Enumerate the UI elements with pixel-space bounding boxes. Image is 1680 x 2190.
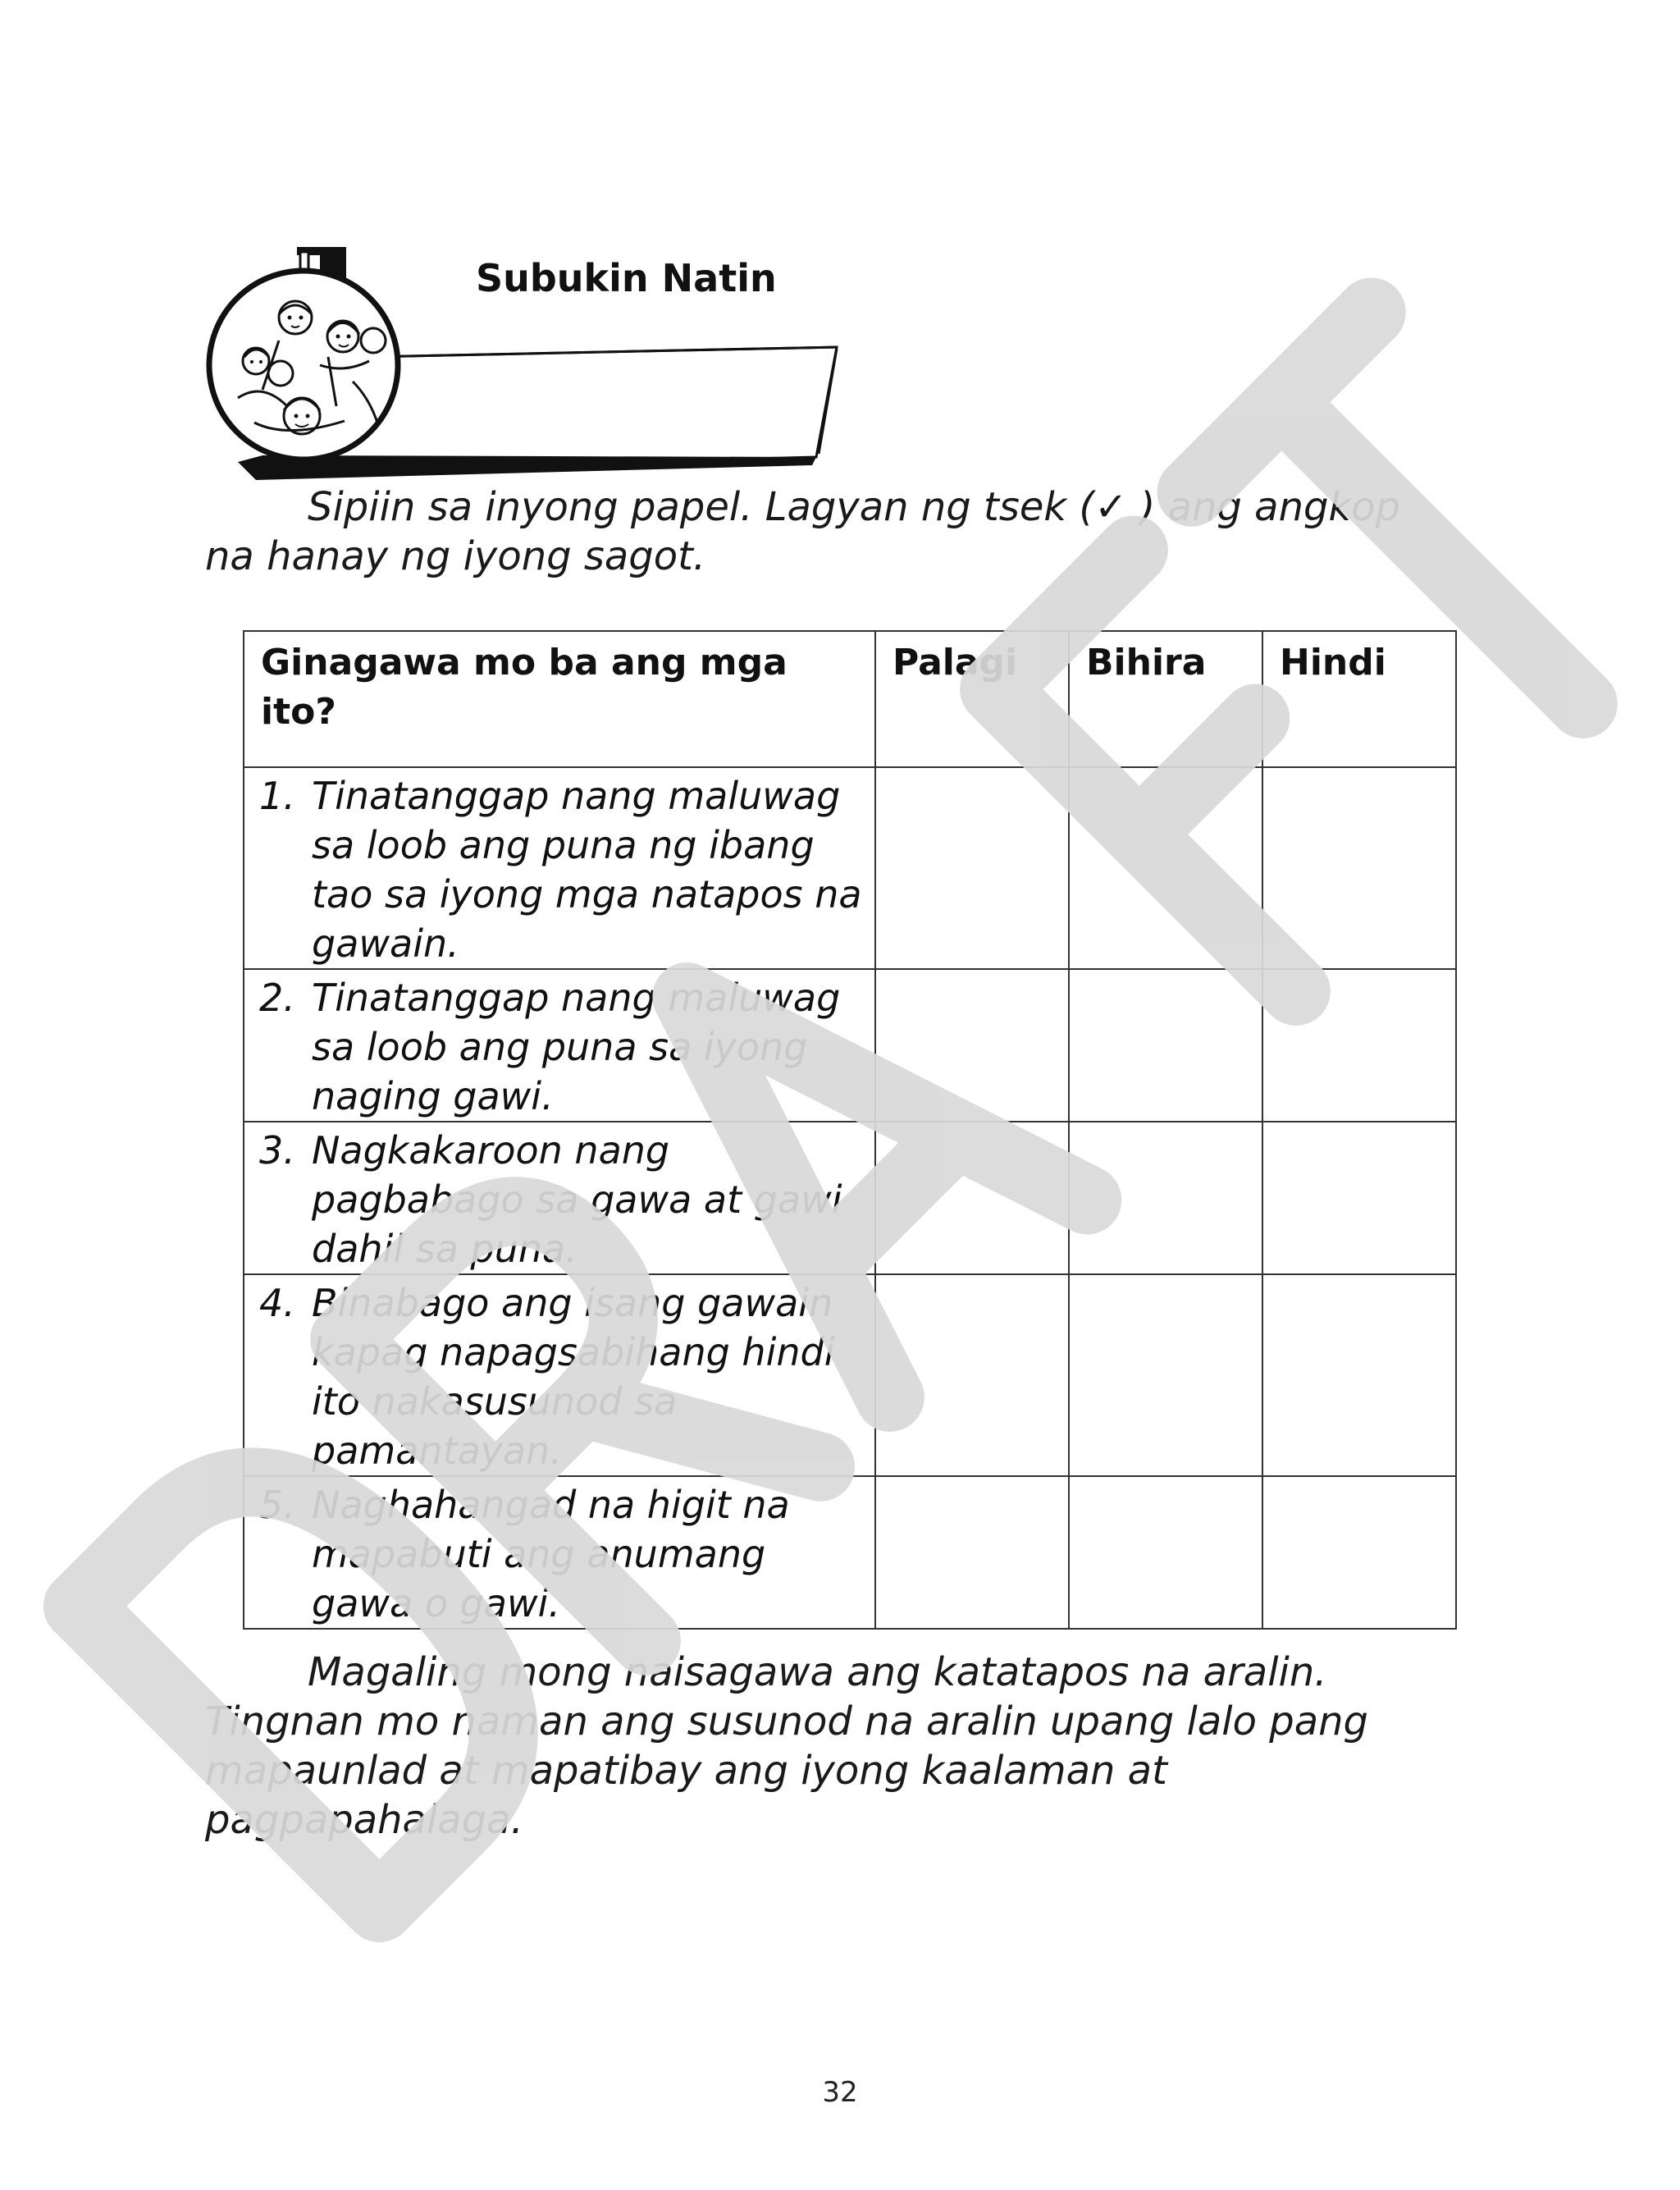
question-number: 4. [259, 1281, 295, 1325]
check-cell-palagi[interactable] [875, 1476, 1069, 1629]
question-cell [244, 767, 875, 969]
check-cell-bihira[interactable] [1069, 1274, 1262, 1476]
question-cell [244, 1122, 875, 1274]
question-text: Nagkakaroon nang pagbabago sa gawa at gawi dahil sa puna. [312, 1128, 842, 1271]
table-header-row [244, 631, 1456, 767]
question-cell [244, 969, 875, 1122]
table-row [244, 1476, 1456, 1629]
checklist-table [243, 630, 1457, 1630]
question-number: 1. [259, 774, 295, 818]
header-bihira: Bihira [1069, 631, 1262, 767]
header-hindi: Hindi [1262, 631, 1456, 767]
children-illustration [209, 271, 398, 459]
page-number: 32 [822, 2076, 858, 2109]
check-cell-bihira[interactable] [1069, 767, 1262, 969]
table-row [244, 1274, 1456, 1476]
check-cell-palagi[interactable] [875, 1274, 1069, 1476]
section-title: Subukin Natin [476, 256, 777, 300]
check-cell-bihira[interactable] [1069, 1122, 1262, 1274]
check-cell-palagi[interactable] [875, 767, 1069, 969]
closing-text: Magaling mong naisagawa ang katatapos na aralin. Tingnan mo naman ang susunod na aralin upang lalo pang mapaunlad at mapatibay ang iyong kaalaman at pagpapahalaga. [205, 1649, 1369, 1843]
check-cell-palagi[interactable] [875, 1122, 1069, 1274]
table-row [244, 767, 1456, 969]
question-text: Tinatanggap nang maluwag sa loob ang puna sa iyong naging gawi. [312, 976, 841, 1118]
check-cell-palagi[interactable] [875, 969, 1069, 1122]
check-cell-hindi[interactable] [1262, 1274, 1456, 1476]
question-number: 2. [259, 976, 295, 1020]
question-cell [244, 1274, 875, 1476]
question-text: Binabago ang isang gawain kapag napagsabihang hindi ito nakasusunod sa pamantayan. [312, 1281, 835, 1473]
check-cell-hindi[interactable] [1262, 1122, 1456, 1274]
question-cell [244, 1476, 875, 1629]
check-cell-bihira[interactable] [1069, 1476, 1262, 1629]
table-row [244, 969, 1456, 1122]
header-question: Ginagawa mo ba ang mga ito? [244, 631, 875, 767]
check-cell-bihira[interactable] [1069, 969, 1262, 1122]
instruction-text: Sipiin sa inyong papel. Lagyan ng tsek (✓ ) ang angkop na hanay ng iyong sagot. [205, 484, 1401, 579]
question-number: 5. [259, 1483, 295, 1527]
question-text: Tinatanggap nang maluwag sa loob ang puna ng ibang tao sa iyong mga natapos na gawain. [312, 774, 862, 966]
check-cell-hindi[interactable] [1262, 1476, 1456, 1629]
check-cell-hindi[interactable] [1262, 969, 1456, 1122]
table-row [244, 1122, 1456, 1274]
check-cell-hindi[interactable] [1262, 767, 1456, 969]
header-palagi: Palagi [875, 631, 1069, 767]
question-number: 3. [259, 1128, 295, 1173]
question-text: Naghahangad na higit na mapabuti ang anumang gawa o gawi. [312, 1483, 790, 1625]
